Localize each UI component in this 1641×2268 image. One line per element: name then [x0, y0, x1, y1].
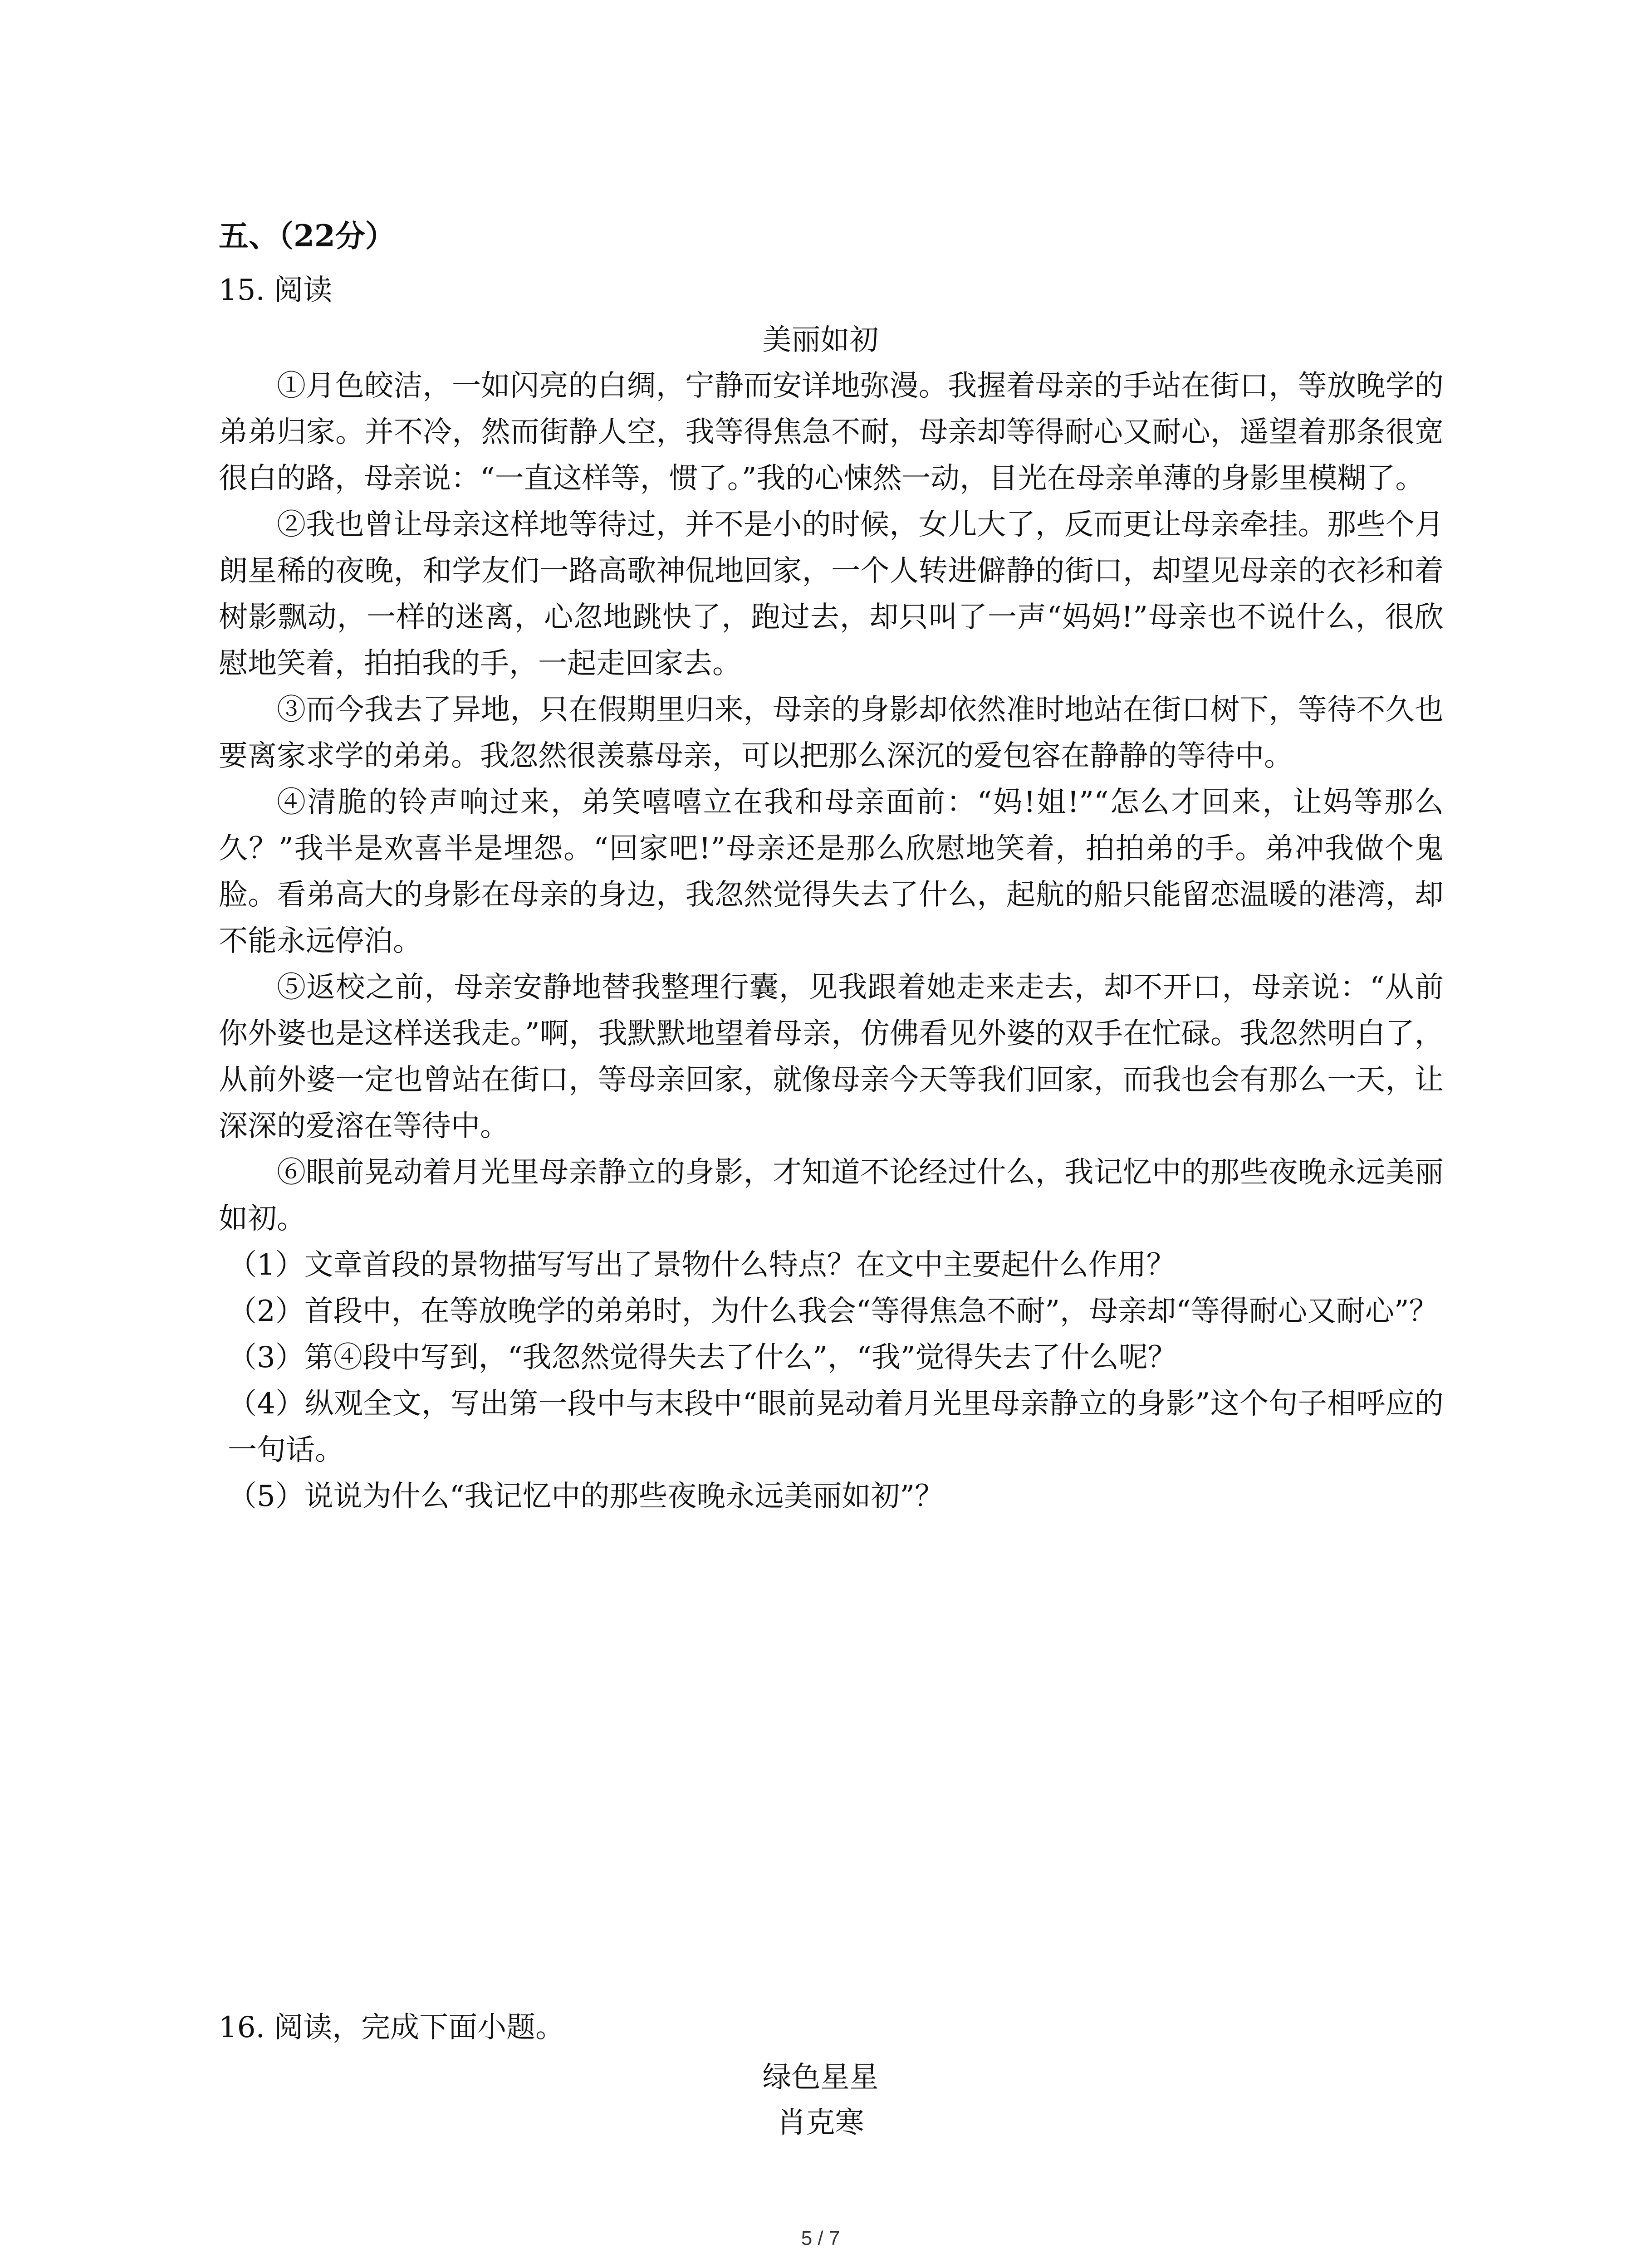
- question-15-label: 15. 阅读: [219, 274, 333, 307]
- question-5: （5）说说为什么“我记忆中的那些夜晚永远美丽如初”？: [228, 1480, 944, 1513]
- section-heading: 五、（22分）: [219, 218, 395, 254]
- paragraph-5: ⑤返校之前，母亲安静地替我整理行囊，见我跟着她走来走去，却不开口，母亲说：“从前你外婆也是这样送我走。”啊，我默默地望着母亲，仿佛看见外婆的双手在忙碌。我忽然明白了，从前外婆一定也曾站在街口，等母亲回家，就像母亲今天等我们回家，而我也会有那么一天，让深深的爱溶在等待中。: [219, 971, 1444, 1143]
- question-1: （1）文章首段的景物描写写出了景物什么特点？在文中主要起什么作用？: [228, 1248, 1176, 1282]
- passage-2-title: 绿色星星: [762, 2061, 879, 2094]
- passage-2-author: 肖克寒: [777, 2106, 864, 2140]
- question-3: （3）第④段中写到，“我忽然觉得失去了什么”，“我”觉得失去了什么呢？: [228, 1341, 1177, 1374]
- passage-body: [219, 363, 1444, 1520]
- paragraph-3: ③而今我去了异地，只在假期里归来，母亲的身影却依然准时地站在街口树下，等待不久也要离家求学的弟弟。我忽然很羡慕母亲，可以把那么深沉的爱包容在静静的等待中。: [219, 693, 1444, 773]
- passage-title: 美丽如初: [762, 323, 879, 357]
- page-number: 5 / 7: [801, 2227, 840, 2249]
- paragraph-4: ④清脆的铃声响过来，弟笑嘻嘻立在我和母亲面前：“妈!姐!”“怎么才回来，让妈等那么久？”我半是欢喜半是埋怨。“回家吧!”母亲还是那么欣慰地笑着，拍拍弟的手。弟冲我做个鬼脸。看弟高大的身影在母亲的身边，我忽然觉得失去了什么，起航的船只能留恋温暖的港湾，却不能永远停泊。: [219, 786, 1444, 958]
- question-16-label: 16. 阅读，完成下面小题。: [219, 2011, 565, 2044]
- paragraph-2: ②我也曾让母亲这样地等待过，并不是小的时候，女儿大了，反而更让母亲牵挂。那些个月朗星稀的夜晚，和学友们一路高歌神侃地回家，一个人转进僻静的街口，却望见母亲的衣衫和着树影飘动，一样的迷离，心忽地跳快了，跑过去，却只叫了一声“妈妈!”母亲也不说什么，很欣慰地笑着，拍拍我的手，一起走回家去。: [219, 508, 1444, 680]
- paragraph-6: ⑥眼前晃动着月光里母亲静立的身影，才知道不论经过什么，我记忆中的那些夜晚永远美丽如初。: [219, 1156, 1444, 1236]
- paragraph-1: ①月色皎洁，一如闪亮的白绸，宁静而安详地弥漫。我握着母亲的手站在街口，等放晚学的弟弟归家。并不冷，然而街静人空，我等得焦急不耐，母亲却等得耐心又耐心，遥望着那条很宽很白的路，母亲说：“一直这样等，惯了。”我的心悚然一动，目光在母亲单薄的身影里模糊了。: [219, 369, 1444, 495]
- question-2: （2）首段中，在等放晚学的弟弟时，为什么我会“等得焦急不耐”，母亲却“等得耐心又耐心”？: [228, 1295, 1438, 1328]
- question-4: （4）纵观全文，写出第一段中与末段中“眼前晃动着月光里母亲静立的身影”这个句子相呼应的一句话。: [228, 1387, 1444, 1467]
